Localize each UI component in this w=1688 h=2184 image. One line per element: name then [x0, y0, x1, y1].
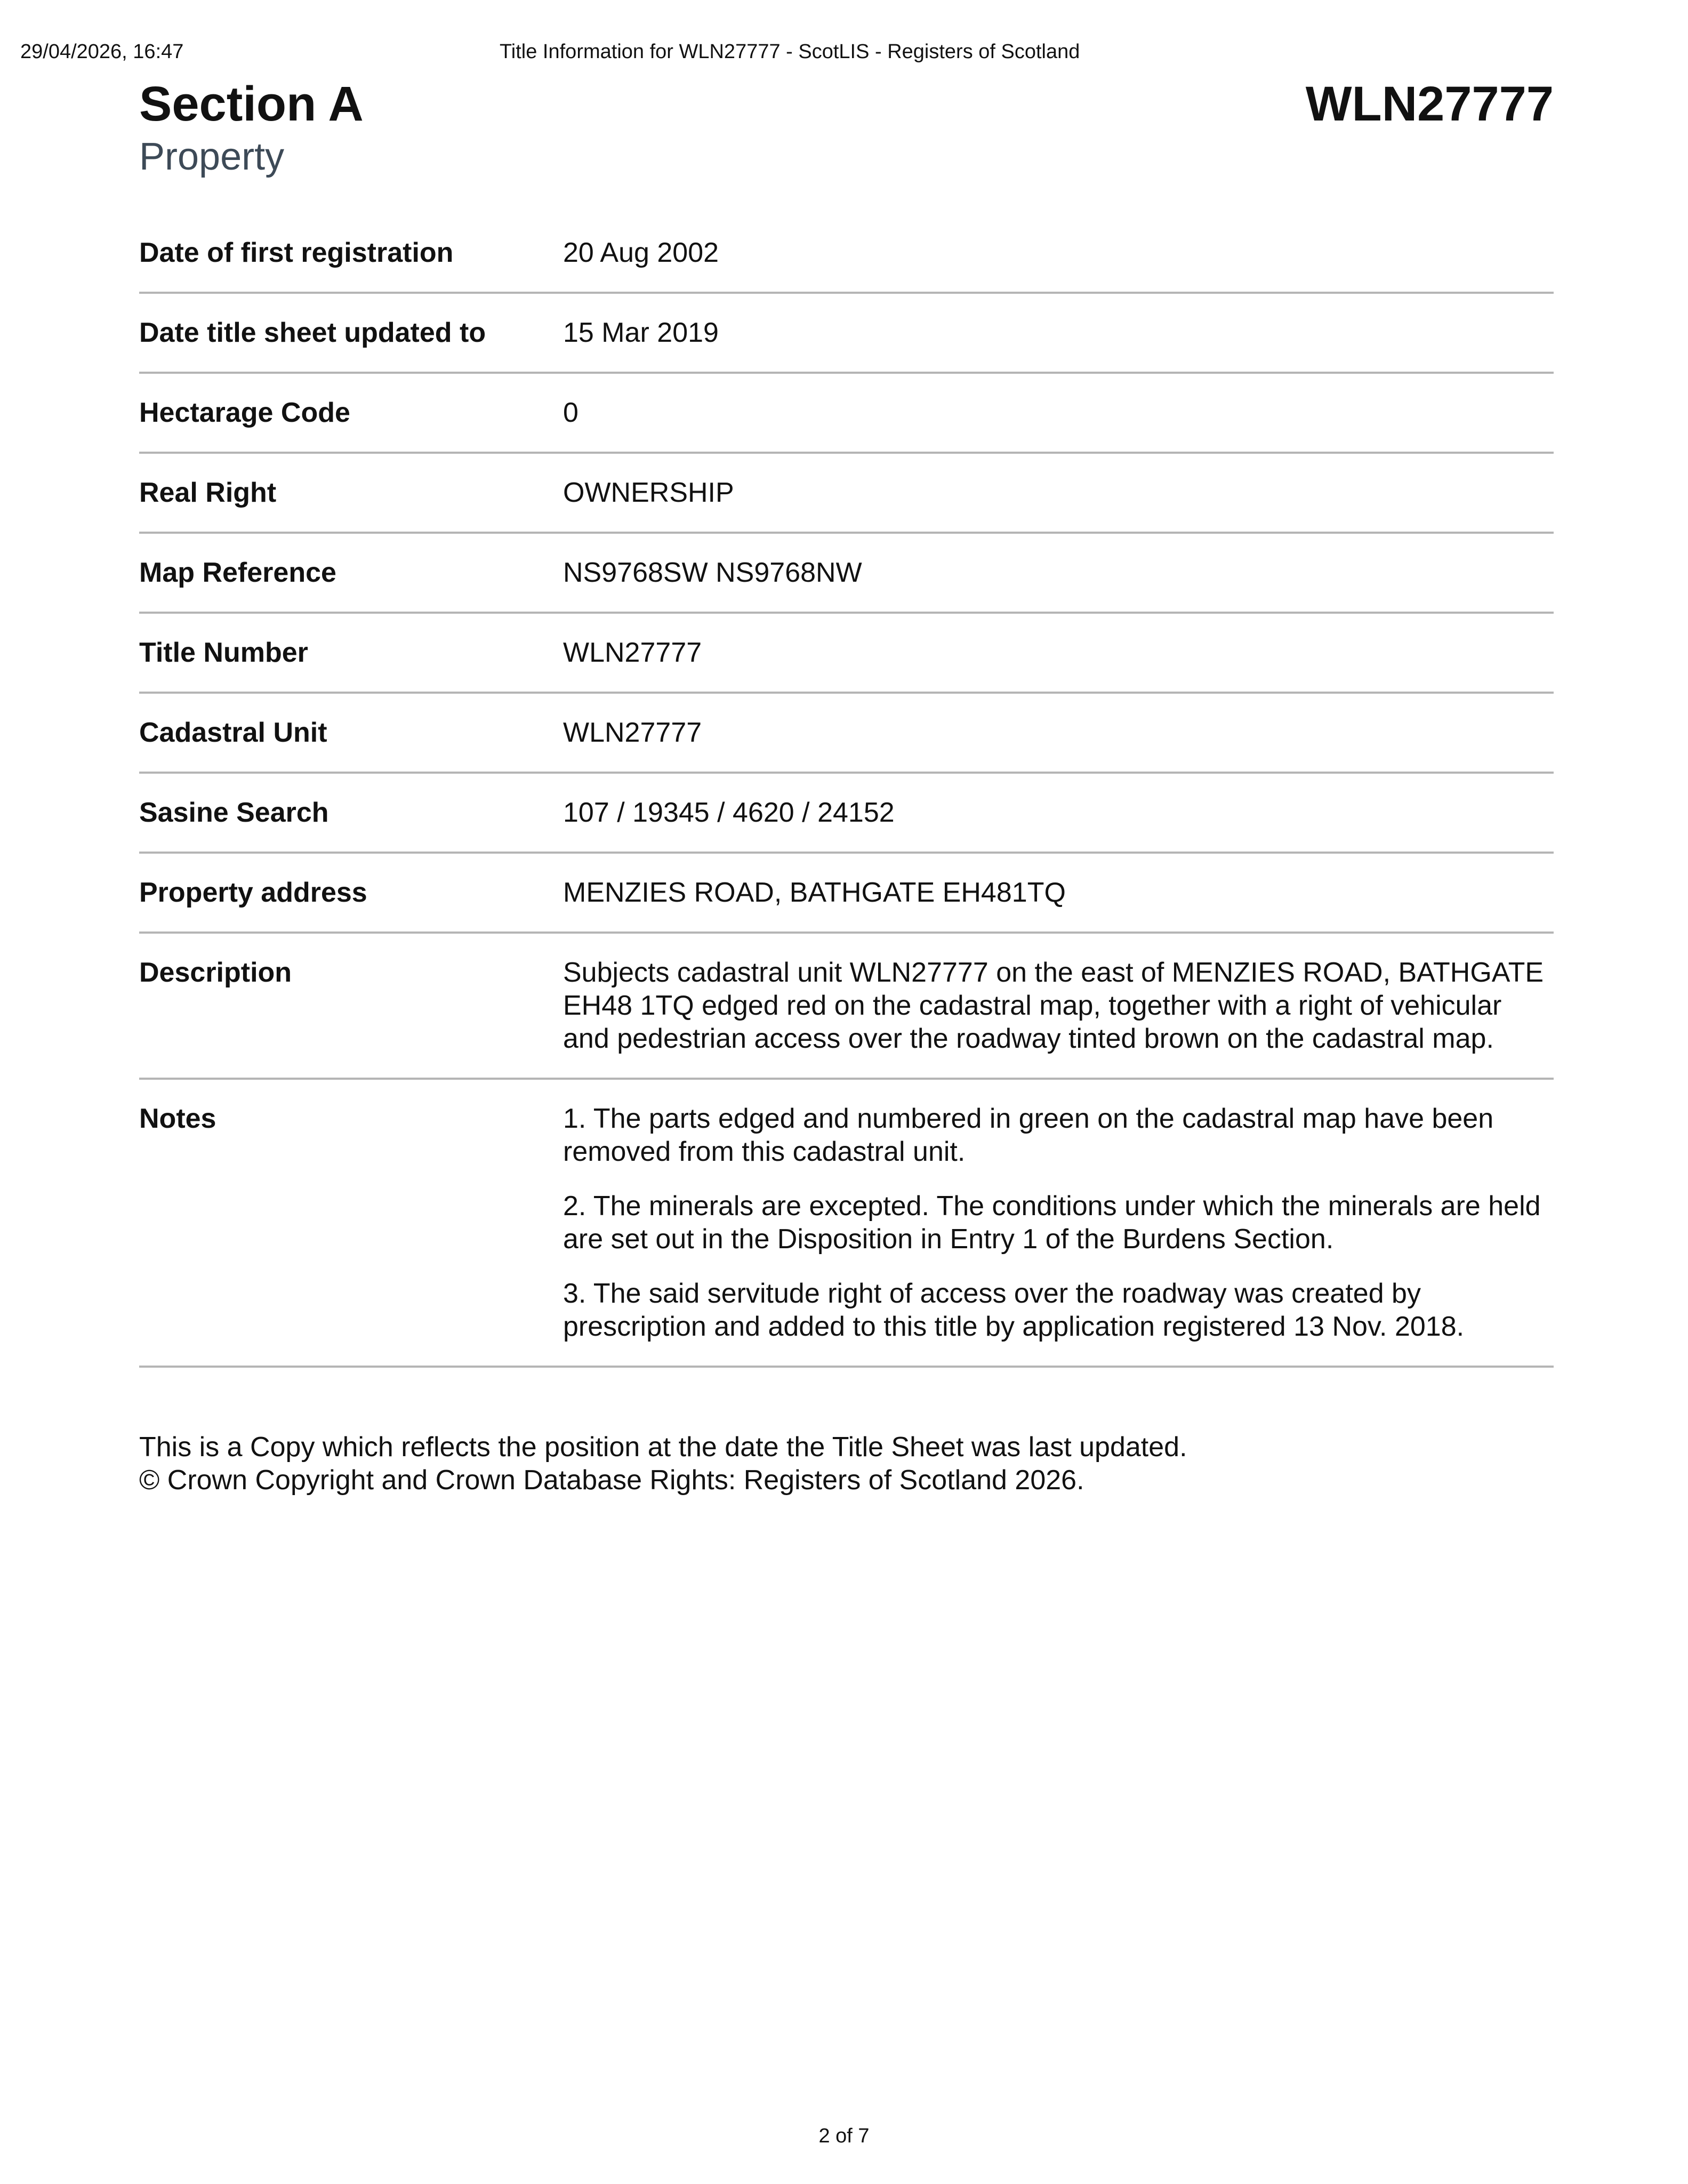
- section-subtitle: Property: [139, 135, 285, 178]
- property-label: Property address: [139, 877, 367, 908]
- property-label: Sasine Search: [139, 797, 329, 828]
- note-item: 2. The minerals are excepted. The conditions under which the minerals are held are set out in the Disposition in Entry 1 of the Burdens Section.: [563, 1191, 1541, 1255]
- property-label: Date title sheet updated to: [139, 317, 486, 348]
- copy-notice-line: This is a Copy which reflects the position at the date the Title Sheet was last updated.: [139, 1432, 1187, 1463]
- copy-notice: [139, 1431, 1554, 1497]
- notes-label: Notes: [139, 1103, 216, 1134]
- section-header: [139, 75, 1554, 187]
- property-label: Real Right: [139, 477, 277, 508]
- notes-list: [563, 1080, 1554, 1366]
- property-row-description: [139, 934, 1554, 1080]
- property-value: 20 Aug 2002: [563, 237, 719, 268]
- note-item: 3. The said servitude right of access over the roadway was created by prescription and added to this title by application registered 13 Nov. 2018.: [563, 1278, 1465, 1342]
- property-label: Map Reference: [139, 557, 336, 588]
- property-value: WLN27777: [563, 637, 702, 668]
- property-row-sasine-search: [139, 774, 1554, 854]
- property-value: 107 / 19345 / 4620 / 24152: [563, 797, 895, 828]
- property-table: [139, 236, 1554, 1368]
- page-content: [139, 75, 1554, 1497]
- property-label: Date of first registration: [139, 237, 454, 268]
- section-title: Section A: [139, 77, 364, 131]
- print-document-title: Title Information for WLN27777 - ScotLIS - Registers of Scotland: [500, 41, 1080, 63]
- page-number: 2 of 7: [818, 2125, 870, 2147]
- property-label: Description: [139, 957, 292, 988]
- property-value: 0: [563, 397, 578, 428]
- property-row-hectarage-code: [139, 374, 1554, 454]
- property-value: WLN27777: [563, 717, 702, 748]
- property-value: MENZIES ROAD, BATHGATE EH481TQ: [563, 877, 1066, 908]
- property-row-notes: [139, 1080, 1554, 1368]
- property-value: 15 Mar 2019: [563, 317, 719, 348]
- print-datetime: 29/04/2026, 16:47: [20, 41, 184, 63]
- property-value: Subjects cadastral unit WLN27777 on the east of MENZIES ROAD, BATHGATE EH48 1TQ edged red on the cadastral map, together with a right of vehicular and pedestrian access over the roadway tinted brown on the cadastral map.: [563, 957, 1544, 1054]
- header-title-number: WLN27777: [1305, 77, 1554, 131]
- property-value: OWNERSHIP: [563, 477, 734, 508]
- property-row-title-number: [139, 614, 1554, 694]
- print-header: [0, 41, 1688, 67]
- property-row-cadastral-unit: [139, 694, 1554, 774]
- copyright-line: © Crown Copyright and Crown Database Rights: Registers of Scotland 2026.: [139, 1465, 1084, 1496]
- property-row-first-registration: [139, 236, 1554, 294]
- property-row-updated-to: [139, 294, 1554, 374]
- property-value: NS9768SW NS9768NW: [563, 557, 862, 588]
- property-label: Hectarage Code: [139, 397, 350, 428]
- property-label: Cadastral Unit: [139, 717, 327, 748]
- note-item: 1. The parts edged and numbered in green on the cadastral map have been removed from this cadastral unit.: [563, 1103, 1494, 1167]
- property-label: Title Number: [139, 637, 308, 668]
- property-row-real-right: [139, 454, 1554, 534]
- property-row-map-reference: [139, 534, 1554, 614]
- property-row-address: [139, 854, 1554, 934]
